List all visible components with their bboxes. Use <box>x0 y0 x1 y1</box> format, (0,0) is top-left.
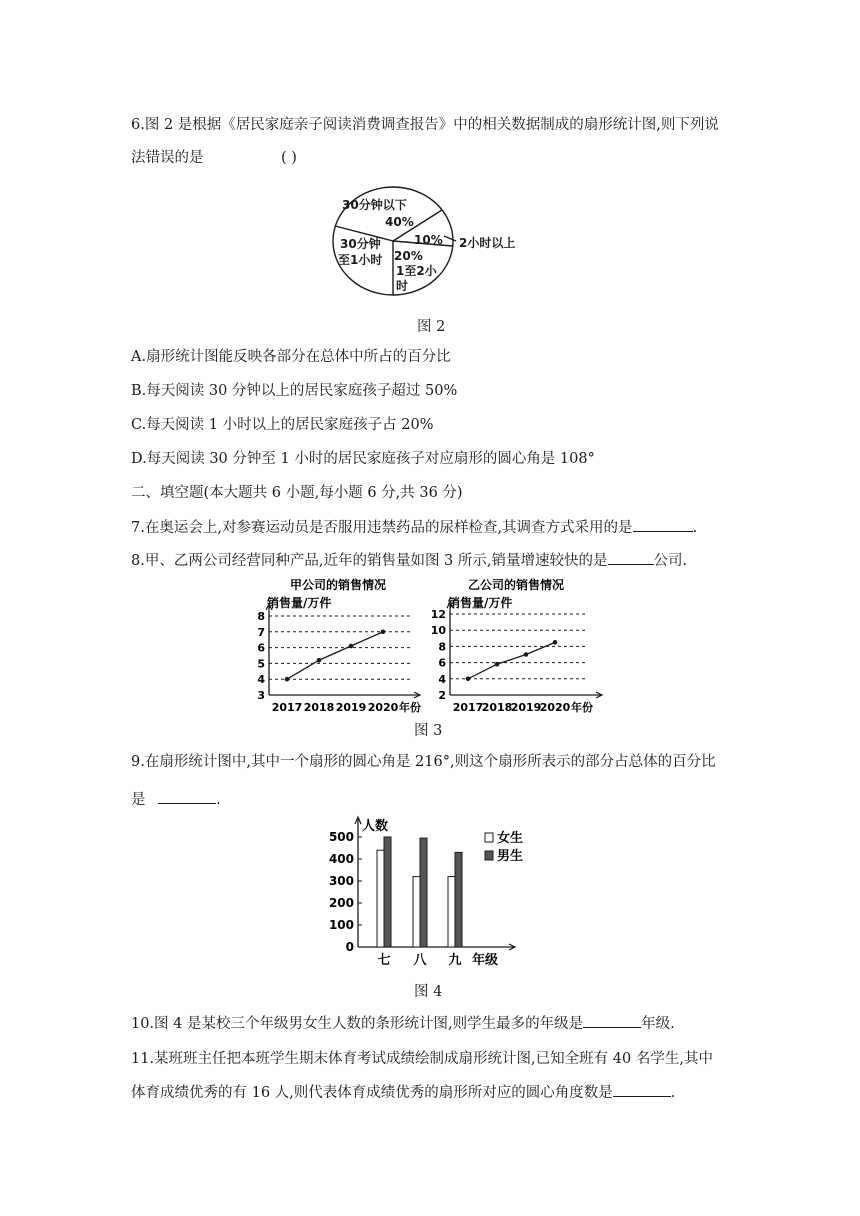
q6-line2 <box>131 148 297 168</box>
bar-ytick-label: 200 <box>328 896 354 910</box>
legend-swatch <box>485 851 493 860</box>
bar-ytick-label: 400 <box>328 852 354 866</box>
slice-label-m30-line2: 至1小时 <box>338 253 383 267</box>
q10-blank <box>583 1013 641 1028</box>
q6-option-d: D.每天阅读 30 分钟至 1 小时的居民家庭孩子对应扇形的圆心角是 108° <box>131 451 595 467</box>
yi-ytick-label: 2 <box>438 689 446 702</box>
slice-label-under30: 30分钟以下 <box>342 198 407 212</box>
slice-label-one2-line2: 时 <box>396 279 409 293</box>
q8 <box>131 550 687 571</box>
q9-line1: 9.在扇形统计图中,其中一个扇形的圆心角是 216°,则这个扇形所表示的部分占总体的百分比 <box>131 754 716 770</box>
q7-end: . <box>692 520 698 536</box>
bar-ylabel: 人数 <box>362 819 389 834</box>
yi-data-point <box>553 640 558 645</box>
jia-data-point <box>381 630 386 635</box>
bar-chart <box>325 812 540 970</box>
jia-xtick-label: 2018 <box>303 701 335 714</box>
pie-leader-line <box>444 236 456 241</box>
slice-pct-one2: 20% <box>394 249 423 263</box>
pie-chart <box>330 186 540 298</box>
jia-ytick-label: 5 <box>257 657 265 671</box>
yi-xlabel: 年份 <box>571 701 593 714</box>
q6-line2-text: 法错误的是 <box>131 150 204 166</box>
line-chart-jia <box>252 574 427 714</box>
jia-xtick-label: 2020 <box>367 701 399 714</box>
jia-xtick-label: 2017 <box>271 701 303 714</box>
q9-line2 <box>131 789 221 810</box>
legend-label: 女生 <box>497 831 524 846</box>
yi-ytick-label: 8 <box>438 640 446 654</box>
q10-end: 年级. <box>641 1016 675 1032</box>
fig4-caption: 图 4 <box>414 984 443 1000</box>
jia-data-point <box>285 677 290 682</box>
q6-line1: 6.图 2 是根据《居民家庭亲子阅读消费调查报告》中的相关数据制成的扇形统计图,则下列说 <box>131 117 719 133</box>
bar-female <box>413 877 420 947</box>
slice-label-over2: 2小时以上 <box>459 236 516 250</box>
q11-blank <box>613 1082 671 1097</box>
yi-xtick-label: 2019 <box>510 701 542 714</box>
bar-category-label: 七 <box>377 953 391 968</box>
q11-end: . <box>670 1085 676 1101</box>
jia-title: 甲公司的销售情况 <box>290 578 387 592</box>
q9-blank <box>158 789 216 804</box>
legend-swatch <box>485 833 493 842</box>
jia-ytick-label: 8 <box>257 610 265 623</box>
bar-category-label: 九 <box>448 953 462 968</box>
yi-xtick-label: 2018 <box>481 701 513 714</box>
bar-category-label: 八 <box>413 953 427 968</box>
yi-title: 乙公司的销售情况 <box>468 578 565 592</box>
q11-line1: 11.某班班主任把本班学生期末体育考试成绩绘制成扇形统计图,已知全班有 40 名学生,其中 <box>131 1051 713 1067</box>
fig2-caption: 图 2 <box>417 319 446 335</box>
yi-data-point <box>495 662 500 667</box>
q9-line2-text: 是 <box>131 792 146 808</box>
bar-ytick-label: 100 <box>328 918 354 932</box>
bar-male <box>420 838 427 947</box>
bar-ytick-label: 300 <box>328 874 354 888</box>
q6-answer-paren: ( ) <box>281 150 297 166</box>
q10 <box>131 1013 675 1034</box>
bar-female <box>377 850 384 947</box>
slice-pct-over2: 10% <box>414 233 443 247</box>
jia-series-line <box>287 632 383 679</box>
jia-ytick-label: 6 <box>257 641 265 655</box>
q11-line2-text: 体育成绩优秀的有 16 人,则代表体育成绩优秀的扇形所对应的圆心角度数是 <box>131 1085 613 1101</box>
bar-male <box>455 852 462 947</box>
jia-ytick-label: 7 <box>257 625 265 639</box>
bar-male <box>384 837 391 947</box>
q7 <box>131 517 697 538</box>
q6-option-a: A.扇形统计图能反映各部分在总体中所占的百分比 <box>131 349 451 365</box>
yi-ytick-label: 6 <box>438 656 446 670</box>
q11-line2 <box>131 1082 675 1103</box>
yi-xtick-label: 2017 <box>452 701 484 714</box>
q8-end: 公司. <box>653 553 688 569</box>
yi-ylabel: 销售量/万件 <box>448 596 513 610</box>
bar-ytick-label: 0 <box>345 940 354 954</box>
q9-end: . <box>216 792 221 808</box>
q10-text: 10.图 4 是某校三个年级男女生人数的条形统计图,则学生最多的年级是 <box>131 1016 584 1032</box>
jia-xlabel: 年份 <box>399 701 421 714</box>
jia-ytick-label: 4 <box>257 673 265 687</box>
bar-xlabel: 年级 <box>472 953 499 968</box>
q8-text: 8.甲、乙两公司经营同种产品,近年的销售量如图 3 所示,销量增速较快的是 <box>131 553 608 569</box>
bar-ytick-label: 500 <box>328 830 354 844</box>
fig3-caption: 图 3 <box>414 723 443 739</box>
jia-data-point <box>349 644 354 649</box>
section-title: 二、填空题(本大题共 6 小题,每小题 6 分,共 36 分) <box>131 485 463 501</box>
q8-blank <box>608 550 654 565</box>
yi-ytick-label: 4 <box>438 672 446 686</box>
yi-ytick-label: 10 <box>430 624 446 638</box>
yi-ytick-label: 12 <box>430 608 446 621</box>
yi-data-point <box>466 677 471 682</box>
yi-series-line <box>468 642 555 678</box>
yi-data-point <box>524 652 529 657</box>
q6-option-c: C.每天阅读 1 小时以上的居民家庭孩子占 20% <box>131 417 434 433</box>
bar-female <box>448 877 455 947</box>
jia-xtick-label: 2019 <box>335 701 367 714</box>
jia-ytick-label: 3 <box>257 689 265 702</box>
line-chart-yi <box>428 574 608 714</box>
slice-label-one2-line1: 1至2小 <box>396 264 437 278</box>
q7-text: 7.在奥运会上,对参赛运动员是否服用违禁药品的尿样检查,其调查方式采用的是 <box>131 520 633 536</box>
q7-blank <box>633 517 693 532</box>
yi-xtick-label: 2020 <box>539 701 571 714</box>
q6-option-b: B.每天阅读 30 分钟以上的居民家庭孩子超过 50% <box>131 383 458 399</box>
slice-label-m30-line1: 30分钟 <box>340 237 381 251</box>
jia-ylabel: 销售量/万件 <box>267 596 332 610</box>
slice-pct-under30: 40% <box>385 215 414 229</box>
jia-data-point <box>317 658 322 663</box>
legend-label: 男生 <box>497 849 524 864</box>
